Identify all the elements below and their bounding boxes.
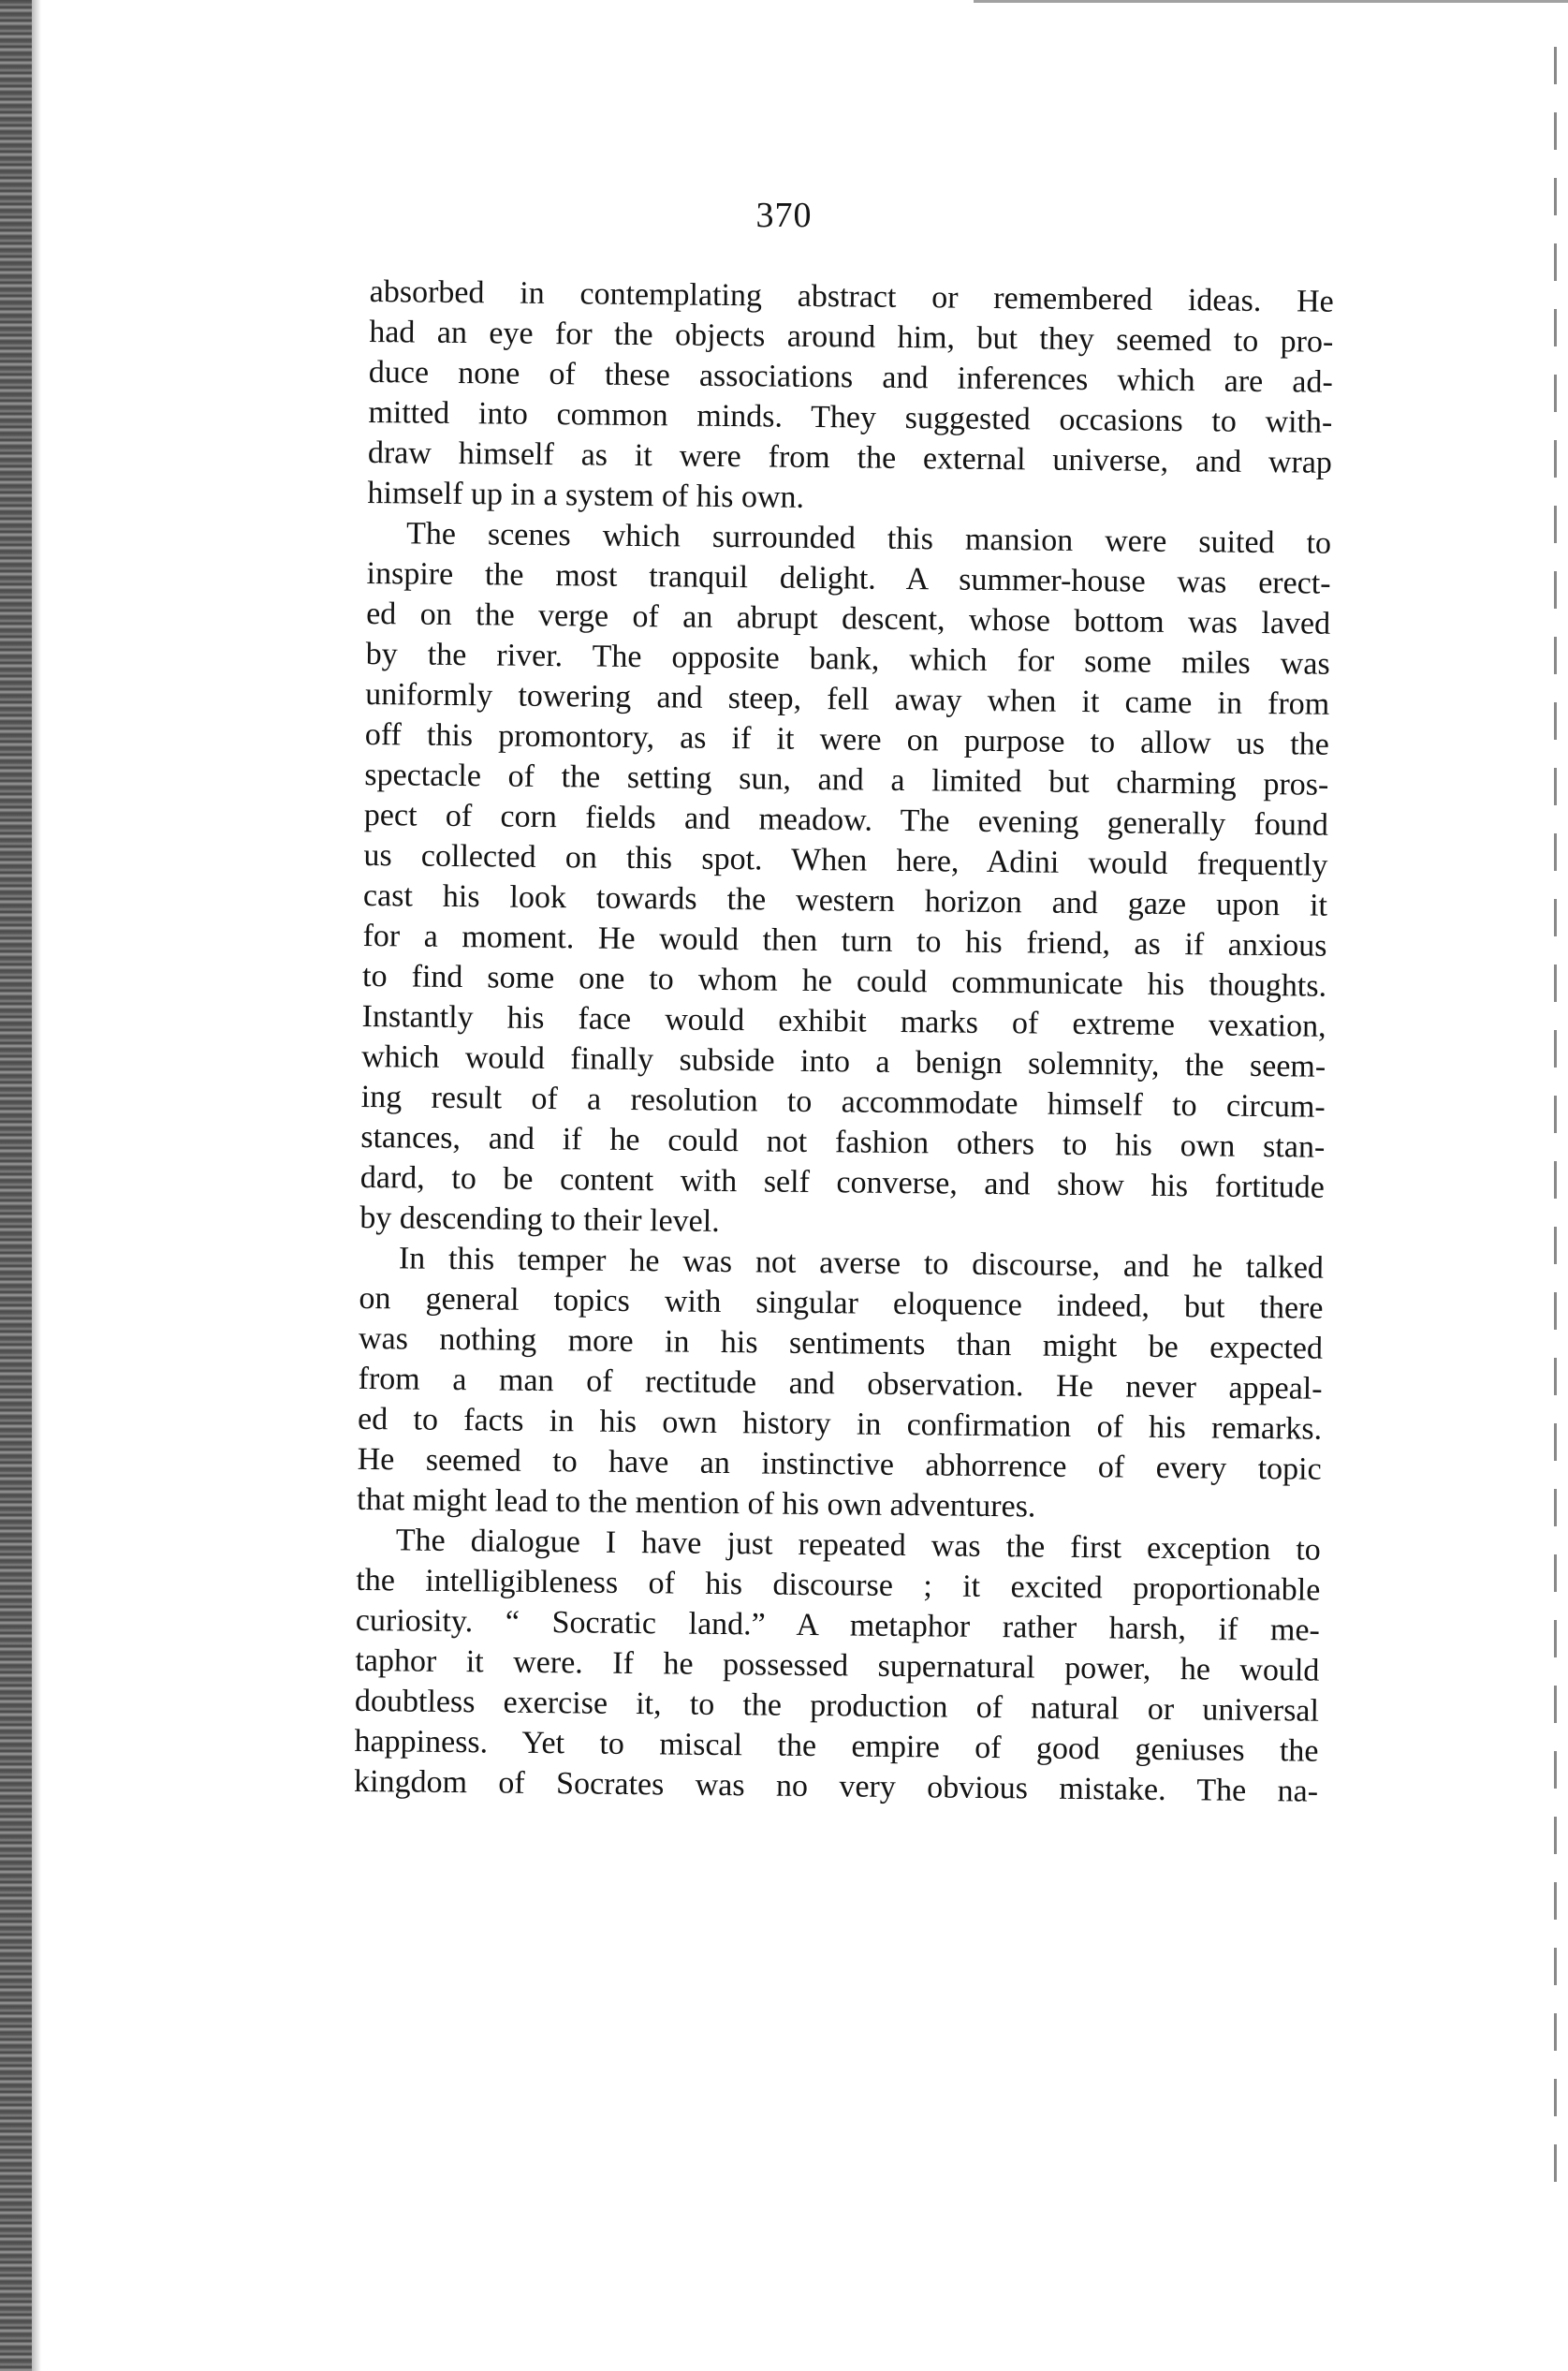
text-line: had an eye for the objects around him, but they seemed to pro- [369,314,1334,360]
text-line: by descending to their level. [359,1200,720,1239]
text-line: In this temper he was not averse to discourse, and he talked [398,1241,1325,1286]
text-line: to find some one to whom he could communicate his thoughts. [361,958,1327,1004]
text-line: Instantly his face would exhibit marks of extreme vexation, [361,998,1326,1044]
text-line: The scenes which surrounded this mansion were suited to [405,516,1332,561]
text-line: from a man of rectitude and observation. He never appeal- [358,1361,1323,1406]
paragraph [354,1520,1321,1812]
text-line: doubtless exercise it, to the production of natural or universal [354,1683,1320,1729]
scan-right-edge [1554,47,1557,2201]
text-line: by the river. The opposite bank, which for some miles was [365,636,1330,682]
text-line: He seemed to have an instinctive abhorrence of every topic [357,1441,1322,1487]
text-line: The dialogue I have just repeated was the first exception to [395,1523,1321,1568]
scan-binding-edge [0,0,32,2371]
scan-top-rule [974,0,1568,3]
text-line: us collected on this spot. When here, Adini would frequently [363,837,1328,883]
text-line: stances, and if he could not fashion others to his own stan- [360,1119,1326,1165]
text-line: ed on the verge of an abrupt descent, whose bottom was laved [365,596,1331,641]
text-line: mitted into common minds. They suggested occasions to with- [368,394,1333,440]
text-line: that might lead to the mention of his own adventures. [357,1481,1036,1524]
text-line: kingdom of Socrates was no very obvious mistake. The na- [353,1763,1319,1809]
text-line: ed to facts in his own history in confirmation of his remarks. [357,1401,1323,1447]
text-line: duce none of these associations and inferences which are ad- [368,354,1334,400]
text-line: uniformly towering and steep, fell away when it came in from [365,676,1330,722]
text-line: on general topics with singular eloquence indeed, but there [359,1280,1324,1326]
page-body-text [354,272,1334,1812]
text-line: taphor it were. If he possessed supernatural power, he would [355,1642,1320,1688]
text-line: cast his look towards the western horizon and gaze upon it [362,877,1328,923]
text-line: for a moment. He would then turn to his friend, as if anxious [362,918,1327,964]
text-line: was nothing more in his sentiments than might be expected [358,1320,1324,1366]
text-line: himself up in a system of his own. [367,475,805,515]
paragraph [367,272,1334,523]
paragraph [359,513,1331,1248]
text-line: absorbed in contemplating abstract or remembered ideas. He [369,273,1334,319]
paragraph [357,1238,1324,1530]
text-line: inspire the most tranquil delight. A summer-house was erect- [366,555,1331,601]
text-line: curiosity. “ Socratic land.” A metaphor rather harsh, if me- [355,1602,1321,1648]
text-line: pect of corn fields and meadow. The evening generally found [363,797,1329,843]
text-line: which would finally subside into a benign solemnity, the seem- [361,1038,1326,1084]
text-line: off this promontory, as if it were on purpose to allow us the [364,716,1329,762]
text-line: dard, to be content with self converse, and show his fortitude [359,1159,1326,1205]
text-line: the intelligibleness of his discourse ; it excited proportionable [356,1562,1321,1608]
text-line: ing result of a resolution to accommodate himself to circum- [360,1079,1326,1125]
text-line: spectacle of the setting sun, and a limited but charming pros- [364,757,1329,803]
page-number: 370 [755,196,813,235]
text-line: draw himself as it were from the external universe, and wrap [367,434,1333,480]
text-line: happiness. Yet to miscal the empire of good geniuses the [354,1723,1319,1769]
scan-binding-shadow [32,0,41,2371]
